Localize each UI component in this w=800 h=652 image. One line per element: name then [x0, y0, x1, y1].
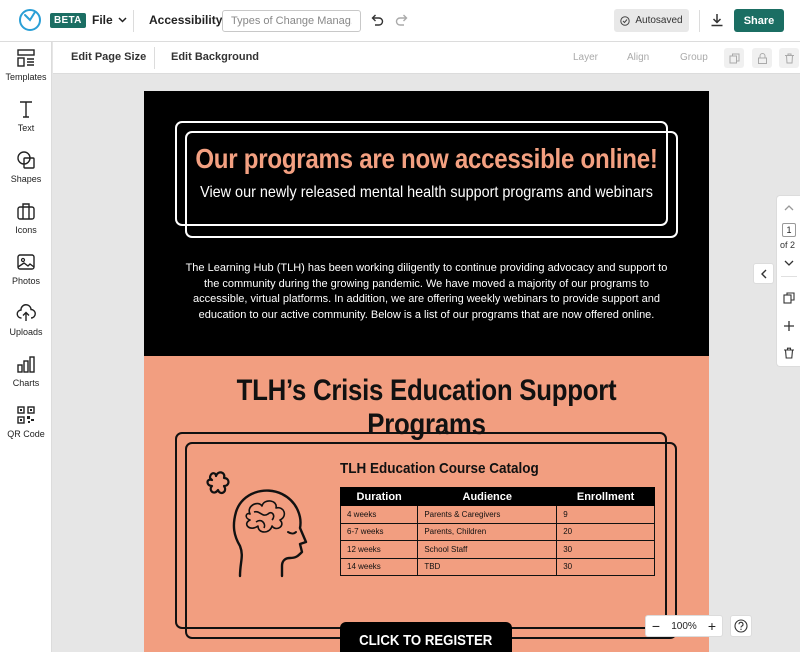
share-button[interactable]: Share — [734, 9, 784, 32]
sidebar-item-photos[interactable] — [0, 252, 52, 302]
table-cell: Parents & Caregivers — [418, 506, 557, 524]
page-count: of 2 — [780, 240, 796, 250]
qr-code-icon — [16, 405, 36, 425]
help-button[interactable] — [730, 615, 752, 637]
autosaved-label: Autosaved — [635, 15, 683, 26]
sidebar-item-text[interactable] — [0, 99, 52, 149]
divider — [699, 10, 700, 32]
check-circle-icon — [620, 16, 630, 26]
programs-section[interactable] — [144, 356, 709, 652]
zoom-in-button[interactable]: + — [707, 618, 717, 634]
lock-button[interactable] — [752, 48, 772, 68]
brain-head-illustration[interactable] — [206, 466, 316, 596]
table-row — [341, 506, 655, 524]
table-cell: 30 — [557, 541, 655, 559]
sidebar-item-icons[interactable] — [0, 201, 52, 251]
register-button[interactable] — [340, 622, 512, 652]
sidebar-item-charts[interactable] — [0, 354, 52, 404]
edit-background-button[interactable]: Edit Background — [171, 51, 260, 63]
redo-icon[interactable] — [394, 12, 410, 28]
table-cell: 12 weeks — [341, 541, 418, 559]
file-menu[interactable] — [92, 13, 127, 27]
register-label: CLICK TO REGISTER — [359, 632, 493, 649]
sidebar-item-label: Charts — [12, 378, 40, 388]
document-title-input[interactable] — [222, 10, 361, 32]
divider — [781, 276, 797, 277]
column-header: Enrollment — [557, 488, 655, 506]
undo-icon[interactable] — [369, 12, 385, 28]
delete-page-icon[interactable] — [783, 347, 795, 359]
collapse-panel-button[interactable] — [753, 263, 774, 284]
page-number[interactable]: 1 — [782, 223, 796, 237]
chart-icon — [16, 354, 36, 374]
zoom-control — [645, 615, 723, 637]
table-cell: 4 weeks — [341, 506, 418, 524]
table-cell: 20 — [557, 523, 655, 541]
table-cell: School Staff — [418, 541, 557, 559]
left-sidebar — [0, 42, 52, 652]
copy-icon — [729, 53, 740, 64]
chevron-left-icon — [761, 269, 767, 279]
duplicate-page-icon[interactable] — [783, 292, 795, 304]
table-cell: 30 — [557, 558, 655, 576]
logo-icon[interactable] — [18, 8, 42, 32]
course-table[interactable] — [340, 487, 655, 576]
sidebar-item-label: Templates — [5, 72, 47, 82]
templates-icon — [16, 48, 36, 68]
sidebar-item-qr-code[interactable] — [0, 405, 52, 455]
add-page-icon[interactable] — [783, 320, 795, 332]
design-page[interactable] — [144, 91, 709, 652]
help-icon — [734, 619, 748, 633]
table-cell: 9 — [557, 506, 655, 524]
hero-title[interactable]: Our programs are now accessible online! — [195, 143, 658, 174]
accessibility-button[interactable]: Accessibility — [149, 13, 223, 27]
chevron-down-icon — [118, 17, 127, 23]
table-row — [341, 523, 655, 541]
shapes-icon — [16, 150, 36, 170]
photos-icon — [16, 252, 36, 272]
sidebar-item-label: Photos — [11, 276, 41, 286]
sidebar-item-label: Uploads — [9, 327, 43, 337]
top-bar — [0, 0, 800, 42]
column-header: Duration — [341, 488, 418, 506]
sidebar-item-label: Text — [17, 123, 35, 133]
sidebar-item-uploads[interactable] — [0, 303, 52, 353]
divider — [154, 47, 155, 69]
icons-icon — [16, 201, 36, 221]
sidebar-item-templates[interactable] — [0, 48, 52, 98]
section-title[interactable]: TLH’s Crisis Education Support Programs — [236, 374, 617, 441]
zoom-out-button[interactable]: − — [651, 618, 661, 634]
lock-icon — [757, 53, 768, 64]
download-icon[interactable] — [709, 12, 725, 28]
catalog-title[interactable]: TLH Education Course Catalog — [340, 460, 539, 477]
edit-page-size-button[interactable]: Edit Page Size — [71, 51, 147, 63]
column-header: Audience — [418, 488, 557, 506]
delete-button[interactable] — [779, 48, 799, 68]
table-cell: 14 weeks — [341, 558, 418, 576]
layer-button[interactable]: Layer — [573, 52, 599, 63]
beta-badge: BETA — [50, 13, 86, 28]
hero-subtitle[interactable]: View our newly released mental health support programs and webinars — [200, 184, 653, 201]
group-button[interactable]: Group — [680, 52, 708, 63]
sidebar-item-shapes[interactable] — [0, 150, 52, 200]
autosaved-status — [614, 9, 689, 32]
sidebar-item-label: QR Code — [7, 429, 45, 439]
zoom-level[interactable]: 100% — [671, 620, 697, 632]
table-cell: TBD — [418, 558, 557, 576]
intro-paragraph[interactable]: The Learning Hub (TLH) has been working diligently to continue providing advocacy and support to the community during the growing pandemic. We have moved a majority of our programs to accessible, virtual platforms. In addition, we are offering weekly webinars to provide support and education to our active community. Below is a list of our programs that are now offered online. — [185, 262, 668, 321]
text-icon — [16, 99, 36, 119]
page-controls-panel — [776, 195, 800, 367]
upload-icon — [16, 303, 36, 323]
table-cell: 6-7 weeks — [341, 523, 418, 541]
table-row — [341, 541, 655, 559]
duplicate-button[interactable] — [724, 48, 744, 68]
divider — [133, 10, 134, 32]
chevron-down-icon[interactable] — [784, 260, 794, 266]
file-menu-label: File — [92, 13, 113, 27]
trash-icon — [784, 53, 795, 64]
chevron-up-icon[interactable] — [784, 205, 794, 211]
table-row — [341, 558, 655, 576]
secondary-toolbar — [53, 42, 800, 74]
sidebar-item-label: Icons — [15, 225, 37, 235]
sidebar-item-label: Shapes — [10, 174, 42, 184]
align-button[interactable]: Align — [627, 52, 650, 63]
hero-section[interactable] — [144, 91, 709, 356]
table-cell: Parents, Children — [418, 523, 557, 541]
